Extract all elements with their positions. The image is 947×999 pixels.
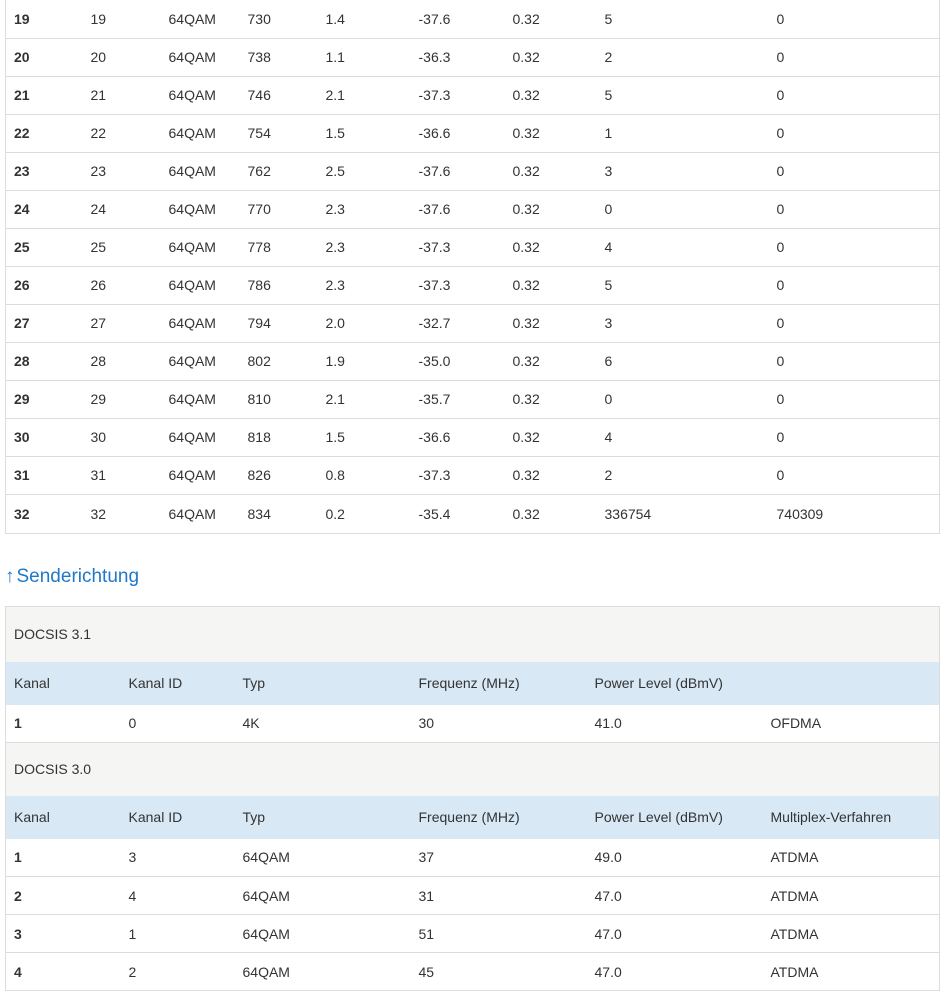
table-cell: 818	[247, 429, 271, 445]
table-cell: 0	[776, 353, 785, 369]
table-cell: 0	[776, 467, 785, 483]
table-cell: 770	[247, 201, 271, 217]
table-cell: 0	[776, 49, 785, 65]
table-cell: 4	[14, 963, 22, 980]
table-cell: 738	[247, 49, 271, 65]
table-cell: 21	[90, 87, 107, 103]
table-cell: OFDMA	[770, 715, 822, 732]
table-row	[6, 152, 940, 190]
table-cell: -37.3	[418, 239, 451, 255]
table-cell: -36.6	[418, 125, 451, 141]
table-cell: 3	[14, 925, 22, 942]
column-header: Frequenz (MHz)	[418, 675, 520, 691]
table-cell: 49.0	[594, 849, 622, 866]
table-cell: 786	[247, 277, 271, 293]
table-cell: 746	[247, 87, 271, 103]
table-cell: 47.0	[594, 887, 622, 904]
table-cell: 29	[90, 391, 107, 407]
table-cell: 41.0	[594, 715, 622, 732]
table-cell: -37.6	[418, 163, 451, 179]
table-cell: 0	[128, 715, 137, 732]
table-cell: 26	[14, 277, 30, 293]
table-cell: 4K	[242, 715, 260, 732]
table-cell: -37.6	[418, 201, 451, 217]
table-cell: 29	[14, 391, 30, 407]
table-cell: 28	[14, 353, 30, 369]
table-row	[6, 76, 940, 114]
table-cell: -32.7	[418, 315, 451, 331]
table-cell: 0.32	[512, 10, 540, 27]
table-cell: 834	[247, 505, 271, 522]
column-header	[763, 662, 940, 705]
table-cell: ATDMA	[770, 849, 819, 866]
table-cell: 1.5	[325, 429, 345, 445]
table-row	[6, 456, 940, 494]
table-row	[6, 38, 940, 76]
table-cell: 25	[14, 239, 30, 255]
docsis30-table-body	[6, 839, 940, 991]
table-cell: 64QAM	[168, 277, 216, 293]
table-cell: 0.32	[512, 163, 540, 179]
table-cell: -35.7	[418, 391, 451, 407]
table-cell: 64QAM	[168, 353, 216, 369]
table-cell: ATDMA	[770, 925, 819, 942]
table-cell: 0	[776, 201, 785, 217]
upstream-channel-table	[5, 606, 940, 991]
table-cell: 2.3	[325, 201, 345, 217]
table-cell: 0	[776, 239, 785, 255]
table-cell: 2.1	[325, 391, 345, 407]
table-cell: 778	[247, 239, 271, 255]
table-cell: 64QAM	[242, 887, 290, 904]
table-cell: 1.1	[325, 49, 345, 65]
table-cell: 45	[418, 963, 435, 980]
table-cell: 30	[90, 429, 107, 445]
table-cell: ATDMA	[770, 963, 819, 980]
table-cell: 19	[14, 10, 30, 27]
table-cell: 5	[604, 277, 613, 293]
docsis30-header-row	[6, 796, 940, 839]
table-cell: 6	[604, 353, 613, 369]
column-header: Multiplex-Verfahren	[770, 809, 892, 825]
table-cell: 5	[604, 10, 613, 27]
downstream-table-body	[6, 0, 940, 533]
table-cell: 20	[90, 49, 107, 65]
column-header: Kanal ID	[128, 809, 183, 825]
table-cell: 64QAM	[168, 10, 216, 27]
table-cell: -37.6	[418, 10, 451, 27]
table-cell: 0	[776, 315, 785, 331]
table-cell: 1	[128, 925, 137, 942]
table-cell: 2	[604, 49, 613, 65]
table-cell: 64QAM	[242, 925, 290, 942]
table-cell: 754	[247, 125, 271, 141]
table-cell: 24	[14, 201, 30, 217]
table-cell: 2	[14, 887, 22, 904]
column-header: Kanal	[14, 809, 50, 825]
table-cell: 0	[776, 391, 785, 407]
table-cell: 1.5	[325, 125, 345, 141]
table-cell: 0.32	[512, 87, 540, 103]
table-cell: -37.3	[418, 87, 451, 103]
upstream-heading-label: Senderichtung	[16, 566, 140, 587]
table-row	[6, 266, 940, 304]
table-cell: 1	[14, 715, 22, 732]
table-cell: 0	[776, 125, 785, 141]
table-cell: 4	[604, 429, 613, 445]
table-cell: -37.3	[418, 277, 451, 293]
table-cell: 810	[247, 391, 271, 407]
column-header: Kanal	[14, 675, 50, 691]
table-cell: 31	[90, 467, 107, 483]
upstream-section-link[interactable]	[5, 566, 139, 588]
table-cell: 21	[14, 87, 30, 103]
table-cell: 20	[14, 49, 30, 65]
table-cell: 336754	[604, 505, 652, 522]
table-cell: -35.0	[418, 353, 451, 369]
table-cell: 64QAM	[168, 163, 216, 179]
table-cell: 64QAM	[168, 315, 216, 331]
column-header: Power Level (dBmV)	[594, 809, 723, 825]
table-cell: 64QAM	[168, 505, 216, 522]
docsis30-section-row	[6, 743, 940, 796]
table-row	[6, 705, 940, 743]
table-cell: 3	[604, 163, 613, 179]
docsis30-title: DOCSIS 3.0	[14, 761, 92, 778]
table-cell: 64QAM	[168, 87, 216, 103]
table-row	[6, 418, 940, 456]
table-row	[6, 342, 940, 380]
docsis31-title: DOCSIS 3.1	[14, 626, 92, 643]
table-cell: 32	[90, 505, 107, 522]
table-cell: 0.32	[512, 505, 540, 522]
table-cell: 64QAM	[168, 125, 216, 141]
table-cell: 47.0	[594, 963, 622, 980]
table-cell: 64QAM	[168, 429, 216, 445]
table-cell: 26	[90, 277, 107, 293]
table-cell: -36.6	[418, 429, 451, 445]
table-cell: 64QAM	[168, 391, 216, 407]
column-header: Typ	[242, 675, 266, 691]
table-cell: 1	[14, 849, 22, 866]
column-header: Typ	[242, 809, 266, 825]
table-cell: 0.32	[512, 391, 540, 407]
column-header: Frequenz (MHz)	[418, 809, 520, 825]
table-cell: 30	[14, 429, 30, 445]
table-cell: 4	[604, 239, 613, 255]
arrow-up-icon: ↑	[5, 566, 15, 587]
table-cell: 0	[776, 87, 785, 103]
table-row	[6, 0, 940, 38]
table-cell: 0.32	[512, 125, 540, 141]
table-row	[6, 114, 940, 152]
table-cell: 794	[247, 315, 271, 331]
table-cell: 2.5	[325, 163, 345, 179]
table-cell: 0.32	[512, 201, 540, 217]
table-row	[6, 380, 940, 418]
docsis31-header-row	[6, 662, 940, 705]
table-row	[6, 494, 940, 533]
table-cell: 31	[14, 467, 30, 483]
table-cell: 28	[90, 353, 107, 369]
table-cell: 0.8	[325, 467, 345, 483]
table-cell: 0.32	[512, 353, 540, 369]
table-cell: 24	[90, 201, 107, 217]
table-row	[6, 190, 940, 228]
table-cell: 1.4	[325, 10, 345, 27]
table-cell: 37	[418, 849, 435, 866]
table-cell: 23	[90, 163, 107, 179]
table-cell: 22	[14, 125, 30, 141]
table-cell: 64QAM	[168, 201, 216, 217]
table-cell: 1	[604, 125, 613, 141]
table-cell: 826	[247, 467, 271, 483]
table-cell: 0.32	[512, 429, 540, 445]
table-cell: 0	[776, 277, 785, 293]
table-cell: 740309	[776, 505, 824, 522]
table-cell: 64QAM	[168, 467, 216, 483]
table-cell: 1.9	[325, 353, 345, 369]
table-cell: 22	[90, 125, 107, 141]
docsis31-section-row	[6, 607, 940, 662]
table-cell: 0.2	[325, 505, 345, 522]
table-cell: 0	[604, 201, 613, 217]
table-cell: 0.32	[512, 49, 540, 65]
table-cell: 0.32	[512, 277, 540, 293]
column-header: Kanal ID	[128, 675, 183, 691]
table-cell: 47.0	[594, 925, 622, 942]
table-cell: 730	[247, 10, 271, 27]
table-cell: 32	[14, 505, 30, 522]
table-cell: -37.3	[418, 467, 451, 483]
column-header: Power Level (dBmV)	[594, 675, 723, 691]
table-cell: 51	[418, 925, 435, 942]
table-cell: -35.4	[418, 505, 451, 522]
table-cell: 2.0	[325, 315, 345, 331]
table-cell: 19	[90, 10, 107, 27]
table-cell: 25	[90, 239, 107, 255]
table-cell: 2.3	[325, 277, 345, 293]
table-cell: 2	[128, 963, 137, 980]
table-row	[6, 877, 940, 915]
table-cell: 23	[14, 163, 30, 179]
table-cell: 0	[604, 391, 613, 407]
table-cell: 0	[776, 10, 785, 27]
table-cell: 30	[418, 715, 435, 732]
table-row	[6, 915, 940, 953]
table-cell: 0.32	[512, 239, 540, 255]
table-cell: 2.1	[325, 87, 345, 103]
downstream-channel-table	[5, 0, 940, 534]
table-cell: 27	[14, 315, 30, 331]
table-cell: 5	[604, 87, 613, 103]
table-cell: 2	[604, 467, 613, 483]
table-cell: -36.3	[418, 49, 451, 65]
table-row	[6, 839, 940, 877]
table-cell: 0	[776, 429, 785, 445]
table-cell: 31	[418, 887, 435, 904]
table-cell: 2.3	[325, 239, 345, 255]
table-cell: 0.32	[512, 467, 540, 483]
table-cell: 4	[128, 887, 137, 904]
table-cell: 0.32	[512, 315, 540, 331]
table-cell: 3	[128, 849, 137, 866]
table-cell: ATDMA	[770, 887, 819, 904]
table-cell: 64QAM	[242, 849, 290, 866]
table-cell: 64QAM	[168, 49, 216, 65]
table-cell: 64QAM	[242, 963, 290, 980]
table-cell: 762	[247, 163, 271, 179]
table-cell: 802	[247, 353, 271, 369]
table-cell: 0	[776, 163, 785, 179]
table-row	[6, 953, 940, 991]
table-cell: 27	[90, 315, 107, 331]
table-cell: 64QAM	[168, 239, 216, 255]
table-row	[6, 304, 940, 342]
table-cell: 3	[604, 315, 613, 331]
table-row	[6, 228, 940, 266]
